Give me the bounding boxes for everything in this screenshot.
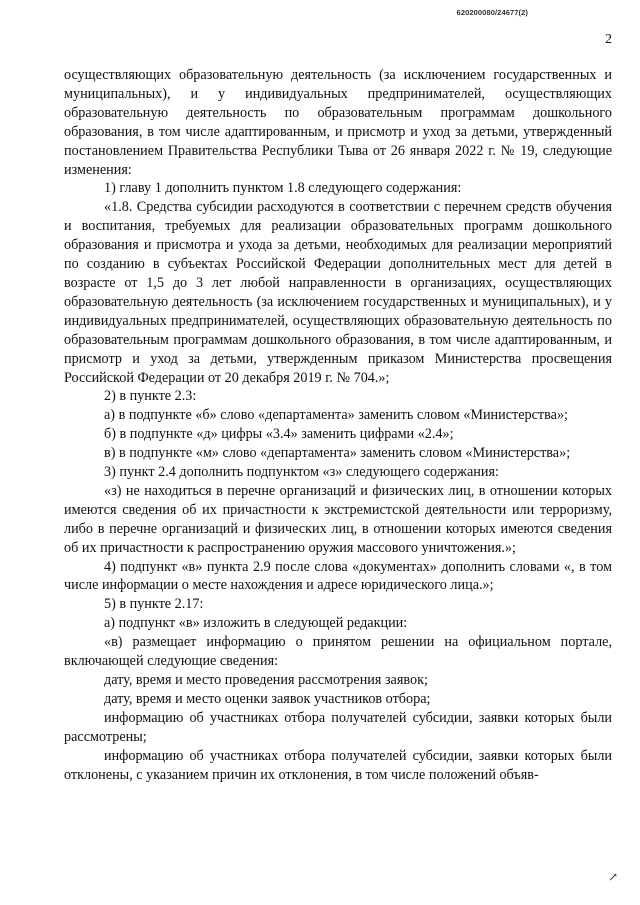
paragraph-list-reviewed: информацию об участниках отбора получателей субсидии, заявки которых были рассмотрены; bbox=[64, 709, 612, 745]
paragraph-clause-z: «з) не находиться в перечне организаций и физических лиц, в отношении которых имеются сведения об их причастности к экстремистской деятельности или терроризму, либо в перечне организаций и физических лиц, в отношении которых имеются сведения об их причастности к распространению оружия массового уничтожения.»; bbox=[64, 482, 612, 556]
document-body bbox=[64, 66, 612, 784]
paragraph-item-5a: а) подпункт «в» изложить в следующей редакции: bbox=[104, 615, 408, 632]
paragraph-item-2: 2) в пункте 2.3: bbox=[104, 388, 197, 405]
paragraph-clause-v: «в) размещает информацию о принятом решении на официальном портале, включающей следующие сведения: bbox=[64, 634, 612, 670]
document-registration-code: 620200080/24677(2) bbox=[456, 8, 528, 17]
paragraph-item-5: 5) в пункте 2.17: bbox=[104, 596, 204, 613]
paragraph-list-date-evaluation: дату, время и место оценки заявок участников отбора; bbox=[104, 690, 431, 707]
paragraph-list-date-review: дату, время и место проведения рассмотрения заявок; bbox=[104, 672, 428, 688]
paragraph-item-2v: в) в подпункте «м» слово «департамента» заменить словом «Министерства»; bbox=[104, 445, 571, 462]
paragraph-intro-continuation: осуществляющих образовательную деятельность (за исключением государственных и муниципальных), и у индивидуальных предпринимателей, осуществляющих образовательную деятельность по образовательным программам дошкольного образования, в том числе адаптированным, и присмотр и уход за детьми, утвержденный постановлением Правительства Республики Тыва от 26 января 2022 г. № 19, следующие изменения: bbox=[64, 67, 612, 178]
paragraph-item-3: 3) пункт 2.4 дополнить подпунктом «з» следующего содержания: bbox=[104, 464, 499, 481]
page-number: 2 bbox=[605, 32, 612, 47]
paragraph-item-1: 1) главу 1 дополнить пунктом 1.8 следующего содержания: bbox=[104, 180, 462, 197]
paragraph-item-2b: б) в подпункте «д» цифры «3.4» заменить цифрами «2.4»; bbox=[104, 426, 454, 443]
paragraph-item-4: 4) подпункт «в» пункта 2.9 после слова «документах» дополнить словами «, в том числе информации о месте нахождения и адресе юридического лица.»; bbox=[64, 558, 612, 594]
paragraph-list-rejected: информацию об участниках отбора получателей субсидии, заявки которых были отклонены, с указанием причин их отклонения, в том числе положений объяв- bbox=[64, 747, 612, 783]
paragraph-item-2a: а) в подпункте «б» слово «департамента» заменить словом «Министерства»; bbox=[104, 407, 568, 424]
paragraph-clause-1-8: «1.8. Средства субсидии расходуются в соответствии с перечнем средств обучения и воспитания, требуемых для реализации образовательных программ дошкольного образования и присмотра и ухода за детьми, необходимых для реализации мероприятий по созданию в субъектах Российской Федерации дополнительных мест для детей в возрасте от 1,5 до 3 лет любой направленности в организациях, осуществляющих образовательную деятельность (за исключением государственных и муниципальных), и у индивидуальных предпринимателей, осуществляющих образовательную деятельность по образовательным программам дошкольного образования, в том числе адаптированным, и присмотр и уход за детьми, утвержденным приказом Министерства просвещения Российской Федерации от 20 декабря 2019 г. № 704.»; bbox=[64, 199, 612, 386]
corner-mark: ↗ bbox=[607, 870, 618, 884]
